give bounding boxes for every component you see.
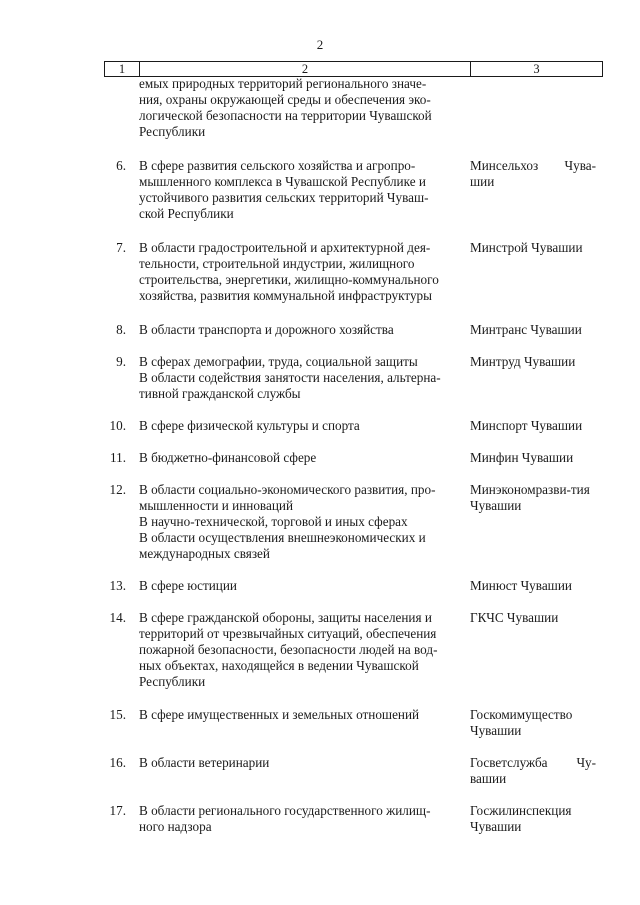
description-line: В бюджетно-финансовой сфере bbox=[139, 450, 317, 465]
description-line: В сфере имущественных и земельных отношений bbox=[139, 707, 420, 722]
description-line: хозяйства, развития коммунальной инфраструктуры bbox=[139, 288, 433, 303]
row-description bbox=[139, 482, 466, 562]
table-row bbox=[104, 610, 602, 707]
responsible-body: Минсельхоз Чува-шии bbox=[470, 158, 596, 189]
description-line: В сфере развития сельского хозяйства и агропро- bbox=[139, 158, 416, 173]
table-body bbox=[104, 76, 602, 843]
table-row bbox=[104, 803, 602, 843]
table-row bbox=[104, 482, 602, 578]
row-number: 13. bbox=[109, 578, 126, 593]
description-line: В области социально-экономического развития, про- bbox=[139, 482, 436, 497]
column-header-1: 1 bbox=[105, 62, 140, 77]
row-number: 14. bbox=[109, 610, 126, 625]
table-row bbox=[104, 418, 602, 450]
table-row bbox=[104, 578, 602, 610]
row-description bbox=[139, 803, 466, 835]
description-line: Республики bbox=[139, 674, 206, 689]
row-description bbox=[139, 158, 466, 222]
description-line: пожарной безопасности, безопасности людей на вод- bbox=[139, 642, 438, 657]
responsible-body: Госкомимущество Чувашии bbox=[470, 707, 573, 738]
table-row bbox=[104, 707, 602, 755]
description-line: емых природных территорий регионального значе- bbox=[139, 76, 427, 91]
responsible-body: Минстрой Чувашии bbox=[470, 240, 583, 255]
description-line: устойчивого развития сельских территорий Чуваш- bbox=[139, 190, 429, 205]
row-description bbox=[139, 76, 466, 140]
row-number: 9. bbox=[116, 354, 126, 369]
description-line: В сферах демографии, труда, социальной защиты bbox=[139, 354, 418, 369]
row-description bbox=[139, 578, 466, 594]
description-line: строительства, энергетики, жилищно-коммунального bbox=[139, 272, 439, 287]
description-line: В области градостроительной и архитектурной дея- bbox=[139, 240, 431, 255]
description-line: В научно-технической, торговой и иных сферах bbox=[139, 514, 408, 529]
row-description bbox=[139, 755, 466, 771]
row-number: 7. bbox=[116, 240, 126, 255]
responsible-body: Минспорт Чувашии bbox=[470, 418, 583, 433]
responsible-body: Минтранс Чувашии bbox=[470, 322, 582, 337]
description-line: территорий от чрезвычайных ситуаций, обеспечения bbox=[139, 626, 437, 641]
responsible-body: Минфин Чувашии bbox=[470, 450, 574, 465]
row-number: 8. bbox=[116, 322, 126, 337]
column-header-row bbox=[104, 61, 603, 77]
row-number: 12. bbox=[109, 482, 126, 497]
table-row bbox=[104, 354, 602, 418]
description-line: ного надзора bbox=[139, 819, 212, 834]
description-line: В области регионального государственного жилищ- bbox=[139, 803, 431, 818]
row-number: 17. bbox=[109, 803, 126, 818]
responsible-body: Минтруд Чувашии bbox=[470, 354, 576, 369]
responsible-body: Госжилинспекция Чувашии bbox=[470, 803, 572, 834]
description-line: мышленности и инноваций bbox=[139, 498, 294, 513]
responsible-body: ГКЧС Чувашии bbox=[470, 610, 559, 625]
page-number: 2 bbox=[316, 37, 324, 52]
description-line: В сфере юстиции bbox=[139, 578, 237, 593]
row-number: 6. bbox=[116, 158, 126, 173]
description-line: Республики bbox=[139, 124, 206, 139]
row-number: 11. bbox=[110, 450, 126, 465]
description-line: В области осуществления внешнеэкономических и bbox=[139, 530, 426, 545]
row-description bbox=[139, 322, 466, 338]
table-row bbox=[104, 76, 602, 158]
description-line: тивной гражданской службы bbox=[139, 386, 301, 401]
description-line: В сфере гражданской обороны, защиты населения и bbox=[139, 610, 432, 625]
description-line: ской Республики bbox=[139, 206, 234, 221]
column-header-3: 3 bbox=[471, 62, 603, 77]
row-description bbox=[139, 354, 466, 402]
description-line: В области транспорта и дорожного хозяйства bbox=[139, 322, 394, 337]
table-row bbox=[104, 158, 602, 240]
row-number: 10. bbox=[109, 418, 126, 433]
column-header-2: 2 bbox=[140, 62, 471, 77]
row-description bbox=[139, 450, 466, 466]
description-line: В области содействия занятости населения, альтерна- bbox=[139, 370, 441, 385]
description-line: В области ветеринарии bbox=[139, 755, 270, 770]
description-line: В сфере физической культуры и спорта bbox=[139, 418, 360, 433]
row-description bbox=[139, 418, 466, 434]
description-line: международных связей bbox=[139, 546, 270, 561]
row-number: 16. bbox=[109, 755, 126, 770]
responsible-body: Минюст Чувашии bbox=[470, 578, 572, 593]
row-description bbox=[139, 240, 466, 304]
row-number: 15. bbox=[109, 707, 126, 722]
description-line: ния, охраны окружающей среды и обеспечения эко- bbox=[139, 92, 431, 107]
table-row bbox=[104, 240, 602, 322]
table-row bbox=[104, 755, 602, 803]
responsible-body: Минэкономразви-тия Чувашии bbox=[470, 482, 590, 513]
table-row bbox=[104, 322, 602, 354]
row-description bbox=[139, 707, 466, 723]
description-line: мышленного комплекса в Чувашской Республике и bbox=[139, 174, 426, 189]
row-description bbox=[139, 610, 466, 690]
table-row bbox=[104, 450, 602, 482]
description-line: логической безопасности на территории Чувашской bbox=[139, 108, 432, 123]
responsible-body: Госветслужба Чу-вашии bbox=[470, 755, 596, 786]
description-line: ных объектах, находящейся в ведении Чувашской bbox=[139, 658, 419, 673]
description-line: тельности, строительной индустрии, жилищного bbox=[139, 256, 415, 271]
